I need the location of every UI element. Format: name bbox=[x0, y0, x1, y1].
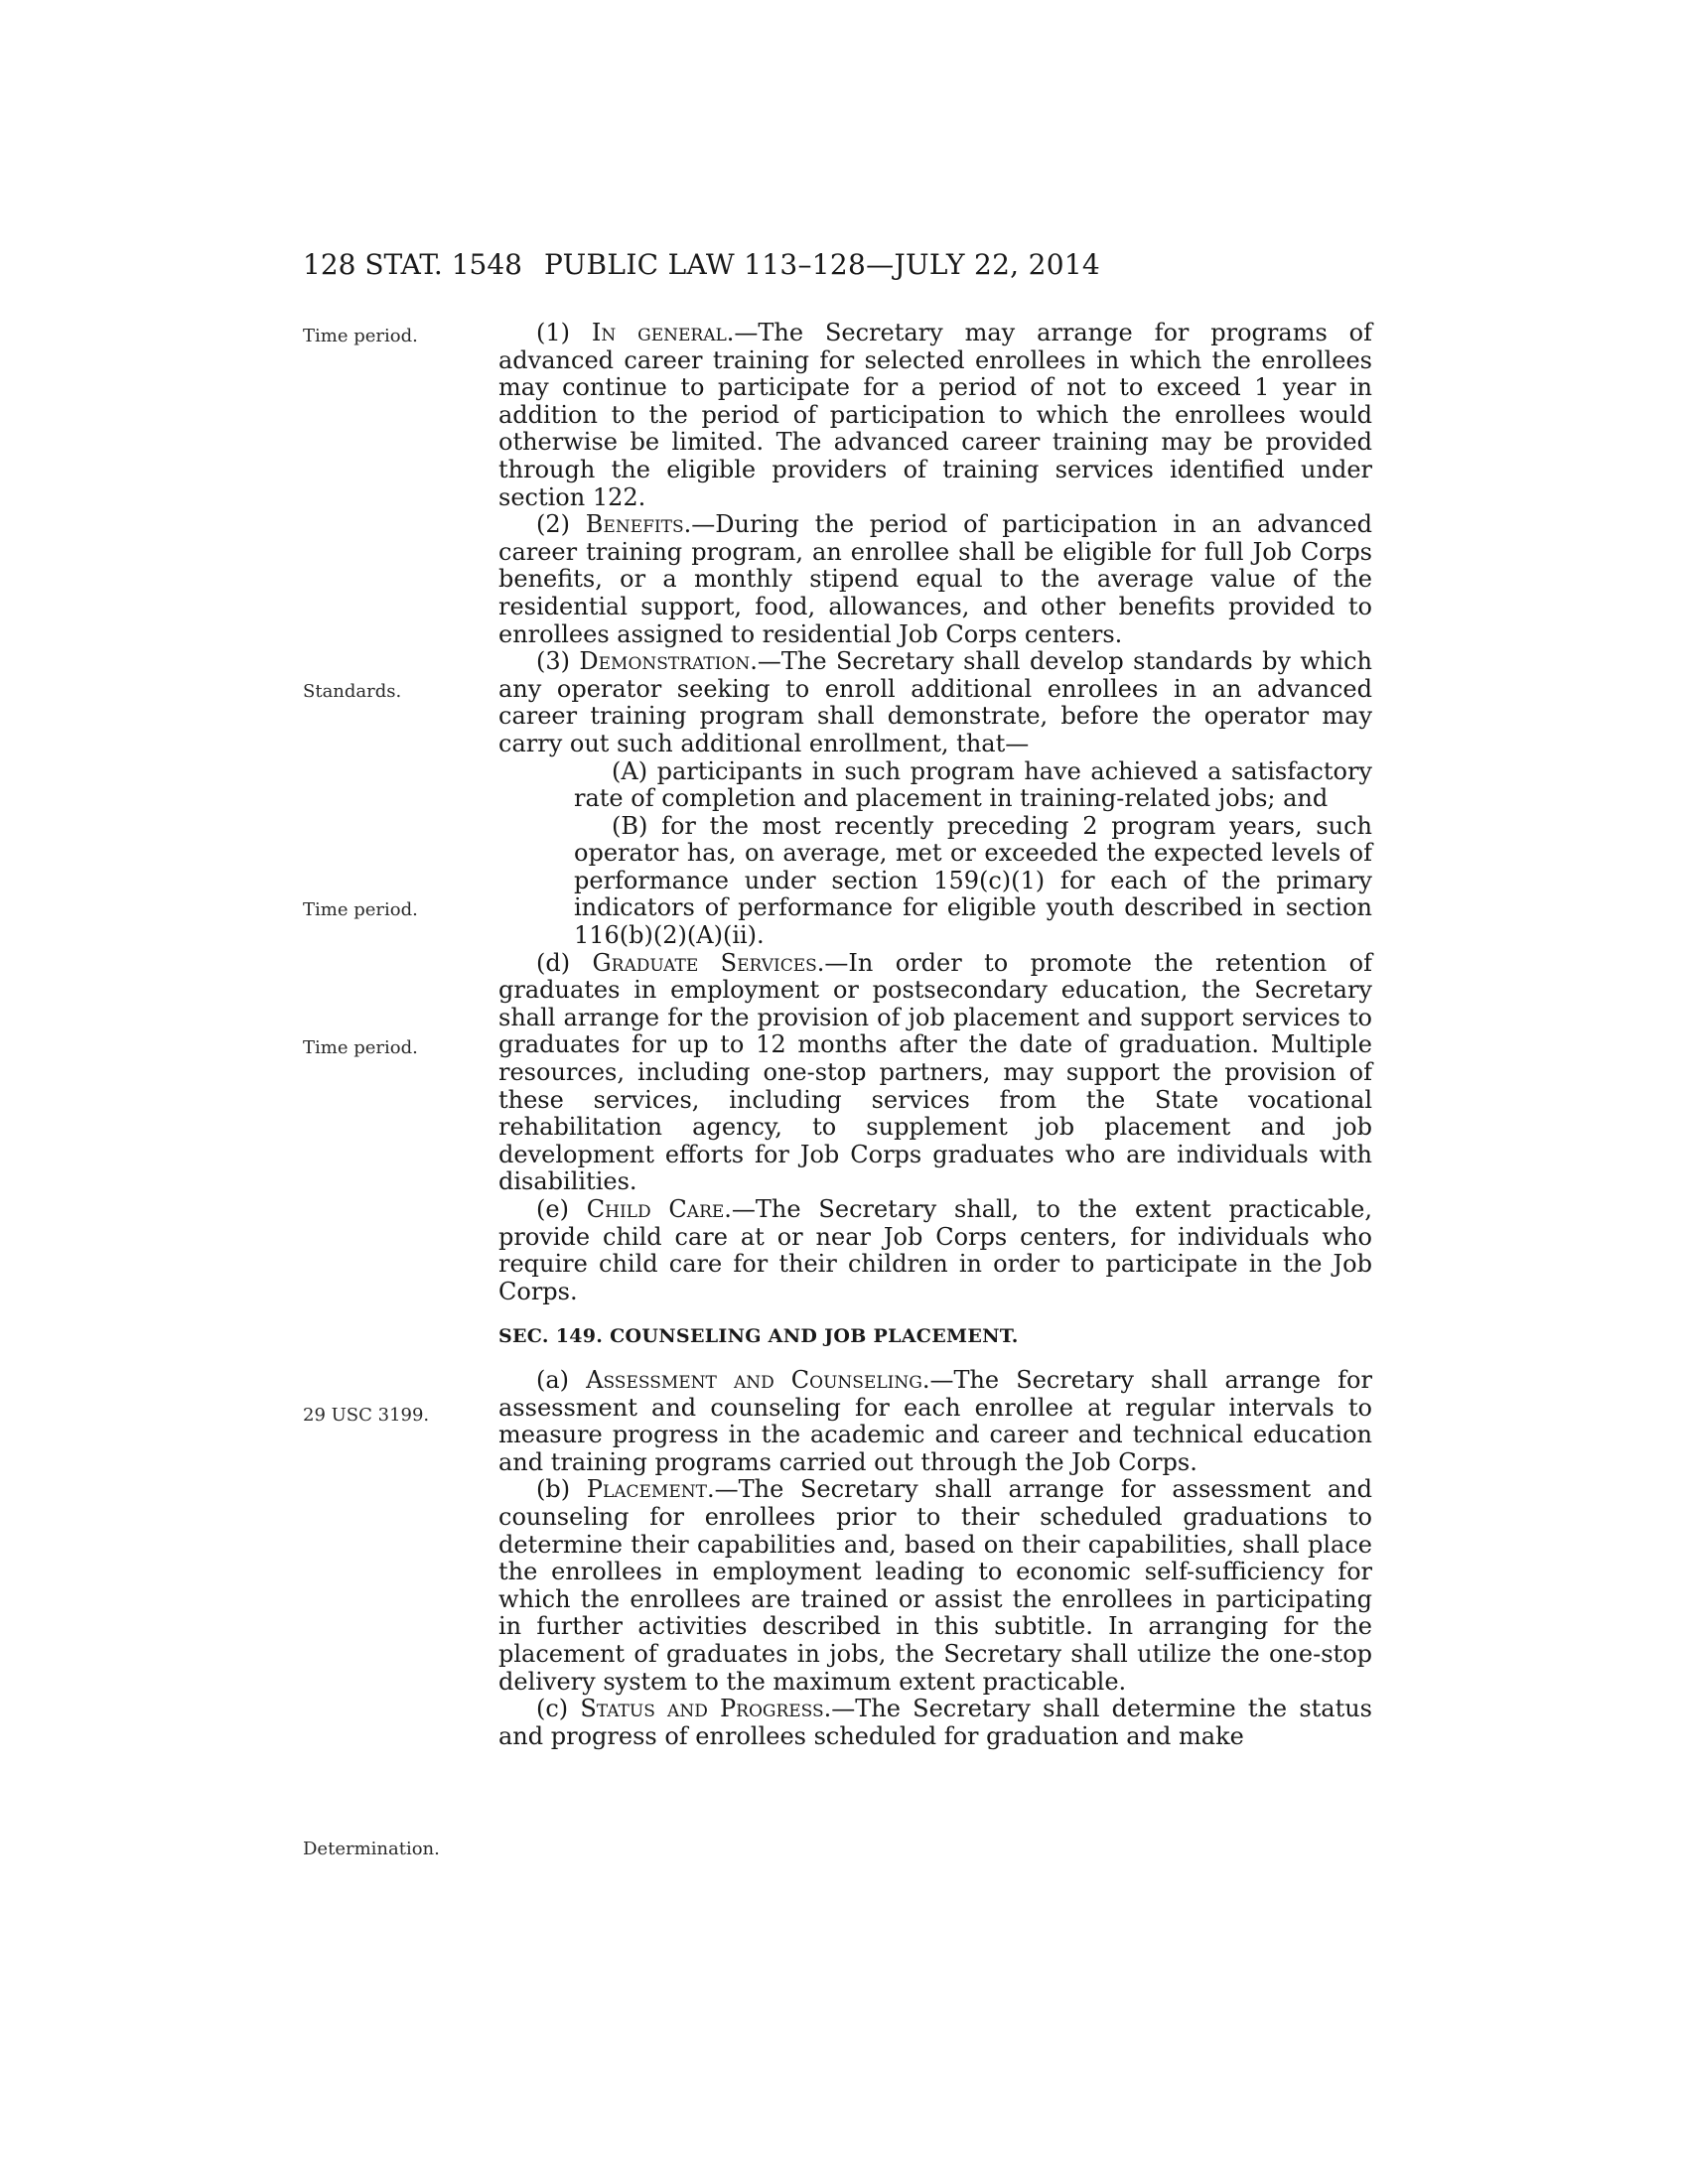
paragraph-number: (3) bbox=[536, 647, 570, 676]
page-header bbox=[303, 248, 1370, 290]
statute-page-number: 128 STAT. 1548 bbox=[303, 248, 522, 281]
margin-note-usc-citation: 29 USC 3199. bbox=[303, 1405, 430, 1426]
subparagraph-b: (B) for the most recently preceding 2 program years, such operator has, on average, met or exceeded the expected levels of performance under section 159(c)(1) for each of the primary indicators of performance for eligible youth described in section 116(b)(2)(A)(ii). bbox=[574, 811, 1372, 950]
paragraph-heading: Assessment and Counseling bbox=[586, 1365, 922, 1394]
document-body bbox=[498, 320, 1372, 1750]
margin-note-determination: Determination. bbox=[303, 1839, 440, 1859]
margin-note-time-period: Time period. bbox=[303, 1037, 418, 1058]
paragraph-heading: Benefits bbox=[585, 510, 684, 539]
margin-note-standards: Standards. bbox=[303, 681, 402, 702]
paragraph-number: (e) bbox=[536, 1195, 569, 1223]
public-law-title: PUBLIC LAW 113–128—JULY 22, 2014 bbox=[544, 248, 1101, 281]
paragraph-text: .—In order to promote the retention of graduates in employment or postsecondary education, the Secretary shall arrange for the provision of job placement and support services to graduates for up to 12 months after the date of graduation. Multiple resources, including one-stop partners, may support the provision of these services, including services from the State vocational rehabilitation agency, to supplement job placement and job development efforts for Job Corps graduates who are individuals with disabilities. bbox=[498, 948, 1372, 1196]
paragraph-text: .—The Secretary shall arrange for assessment and counseling for each enrollee at regular intervals to measure progress in the academic and career and technical education and training programs carried out through the Job Corps. bbox=[498, 1365, 1372, 1476]
paragraph-text: .—The Secretary shall arrange for assessment and counseling for enrollees prior to their scheduled graduations to determine their capabilities and, based on their capabilities, shall place the enrollees in employment leading to economic self-sufficiency for which the enrollees are trained or assist the enrollees in participating in further activities described in this subtitle. In arranging for the placement of graduates in jobs, the Secretary shall utilize the one-stop delivery system to the maximum extent practicable. bbox=[498, 1475, 1372, 1696]
paragraph-number: (2) bbox=[536, 510, 570, 539]
paragraph-heading: Placement bbox=[586, 1475, 707, 1504]
paragraph-heading: In general bbox=[591, 319, 727, 346]
margin-note-time-period: Time period. bbox=[303, 326, 418, 346]
paragraph-number: (1) bbox=[536, 319, 570, 346]
margin-note-time-period: Time period. bbox=[303, 899, 418, 920]
paragraph-number: (a) bbox=[536, 1365, 570, 1394]
subsection-a-assessment bbox=[498, 1367, 1372, 1476]
paragraph-text: .—The Secretary shall determine the status and progress of enrollees scheduled for graduation and make bbox=[498, 1695, 1372, 1750]
paragraph-number: (d) bbox=[536, 948, 571, 977]
paragraph-number: (c) bbox=[536, 1695, 569, 1723]
subsection-d-graduate-services bbox=[498, 950, 1372, 1196]
paragraph-text: .—The Secretary may arrange for programs of advanced career training for selected enrollees in which the enrollees may continue to participate for a period of not to exceed 1 year in addition to the period of participation to which the enrollees would otherwise be limited. The advanced career training may be provided through the eligible providers of training services identified under section 122. bbox=[498, 319, 1372, 511]
paragraph-text: .—The Secretary shall develop standards by which any operator seeking to enroll additional enrollees in an advanced career training program shall demonstrate, before the operator may carry out such additional enrollment, that— bbox=[498, 647, 1372, 757]
subparagraph-a: (A) participants in such program have achieved a satisfactory rate of completion and placement in training-related jobs; and bbox=[574, 756, 1372, 813]
paragraph-heading: Demonstration bbox=[579, 647, 751, 676]
paragraph-number: (b) bbox=[536, 1475, 571, 1504]
subsection-b-placement bbox=[498, 1476, 1372, 1696]
paragraph-1-in-general bbox=[498, 320, 1372, 511]
subsection-c-status bbox=[498, 1696, 1372, 1750]
paragraph-heading: Graduate Services bbox=[592, 948, 817, 977]
paragraph-heading: Status and Progress bbox=[580, 1695, 824, 1723]
paragraph-heading: Child Care bbox=[586, 1195, 725, 1223]
paragraph-3-demonstration bbox=[498, 648, 1372, 757]
section-heading: SEC. 149. COUNSELING AND JOB PLACEMENT. bbox=[498, 1325, 1019, 1348]
subsection-e-child-care bbox=[498, 1196, 1372, 1305]
paragraph-text: .—During the period of participation in an advanced career training program, an enrollee shall be eligible for full Job Corps benefits, or a monthly stipend equal to the average value of the residential support, food, allowances, and other benefits provided to enrollees assigned to residential Job Corps centers. bbox=[498, 510, 1372, 648]
paragraph-2-benefits bbox=[498, 511, 1372, 648]
paragraph-text: .—The Secretary shall, to the extent practicable, provide child care at or near Job Corps centers, for individuals who require child care for their children in order to participate in the Job Corps. bbox=[498, 1195, 1372, 1305]
